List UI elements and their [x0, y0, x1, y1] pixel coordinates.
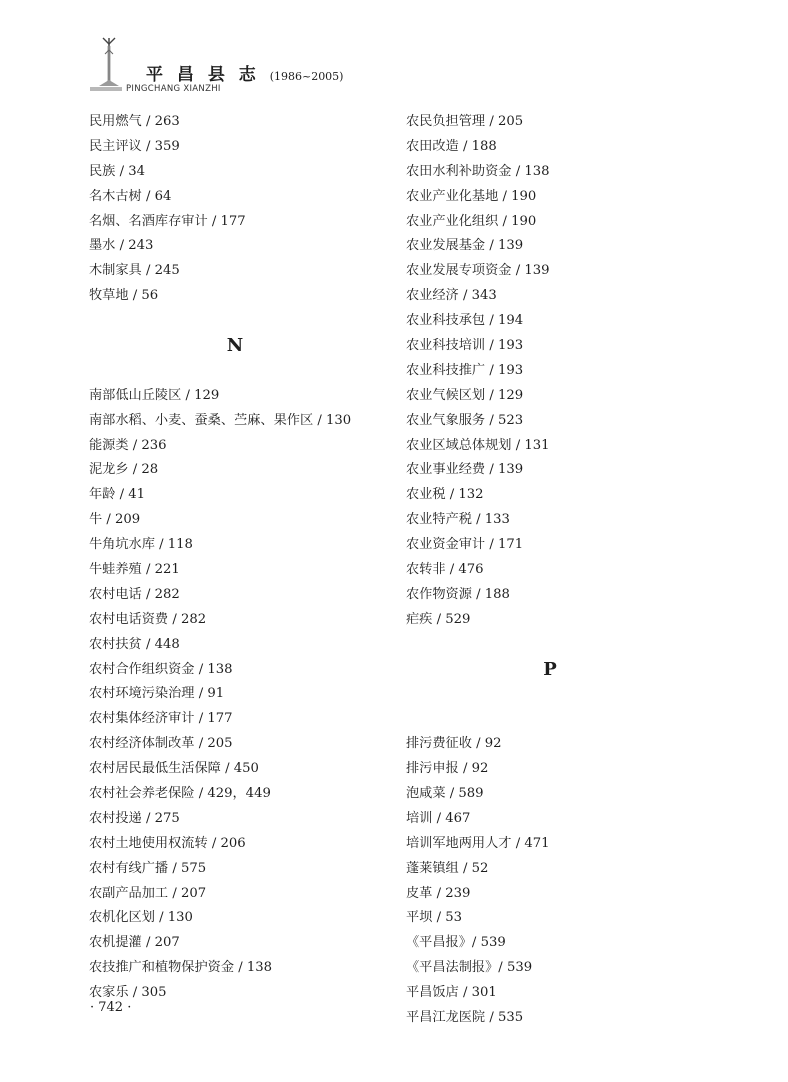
index-entry: 排污申报 / 92 [406, 761, 489, 777]
index-entry: 民族 / 34 [89, 163, 145, 179]
index-entry: 泡咸菜 / 589 [406, 785, 484, 801]
index-entry: 农业区域总体规划 / 131 [406, 437, 550, 453]
running-header [86, 36, 386, 96]
index-entry: 疟疾 / 529 [406, 611, 471, 627]
page-number: · 742 · [90, 1000, 132, 1015]
index-entry: 皮革 / 239 [406, 885, 471, 901]
index-entry: 农机化区划 / 130 [89, 910, 193, 926]
index-entry: 农作物资源 / 188 [406, 586, 510, 602]
index-entry: 农副产品加工 / 207 [89, 885, 207, 901]
index-entry: 南部水稻、小麦、蚕桑、苎麻、果作区 / 130 [89, 412, 352, 428]
index-entry: 农村有线广播 / 575 [89, 860, 207, 876]
index-entry: 平坝 / 53 [406, 910, 462, 926]
index-entry: 木制家具 / 245 [89, 263, 180, 279]
index-entry: 农村投递 / 275 [89, 810, 180, 826]
index-entry: 牛角坑水库 / 118 [89, 537, 193, 553]
index-entry: 农业税 / 132 [406, 487, 484, 503]
index-entry: 农村居民最低生活保障 / 450 [89, 761, 259, 777]
index-entry: 民用燃气 / 263 [89, 114, 180, 129]
index-entry: 牧草地 / 56 [89, 288, 159, 304]
index-entry: 年龄 / 41 [89, 487, 145, 503]
index-entry: 农村合作组织资金 / 138 [89, 661, 233, 677]
index-entry: 农业产业化组织 / 190 [406, 213, 537, 229]
index-entry: 农民负担管理 / 205 [406, 114, 524, 129]
index-entry: 农机提灌 / 207 [89, 935, 180, 951]
index-entry: 名烟、名酒库存审计 / 177 [89, 213, 246, 229]
index-entry: 《平昌报》/ 539 [406, 935, 506, 951]
index-entry: 农业事业经费 / 139 [406, 462, 524, 478]
book-years: (1986~2005) [269, 70, 344, 83]
index-entry: 名木古树 / 64 [89, 188, 172, 204]
index-entry: 农村经济体制改革 / 205 [89, 736, 233, 752]
index-column-left [89, 110, 381, 1006]
index-entry: 农业气候区划 / 129 [406, 387, 524, 403]
index-entry: 培训军地两用人才 / 471 [406, 835, 550, 851]
tower-logo-icon [94, 36, 124, 92]
index-entry: 培训 / 467 [406, 810, 471, 826]
index-entry: 农业发展基金 / 139 [406, 238, 524, 254]
index-entry: 平昌江龙医院 / 535 [406, 1009, 524, 1025]
index-entry: 农家乐 / 305 [89, 985, 167, 1001]
book-title-en: PINGCHANG XIANZHI [126, 84, 221, 94]
index-entry: 蓬莱镇组 / 52 [406, 860, 489, 876]
index-entry: 《平昌法制报》/ 539 [406, 960, 533, 976]
header-rule [90, 87, 122, 91]
index-entry: 排污费征收 / 92 [406, 736, 502, 752]
book-title [146, 60, 343, 85]
index-entry: 农业科技推广 / 193 [406, 362, 524, 378]
index-entry: 农业科技承包 / 194 [406, 313, 524, 329]
index-entry: 能源类 / 236 [89, 437, 167, 453]
index-entry: 农业科技培训 / 193 [406, 338, 524, 354]
index-entry: 农村电话资费 / 282 [89, 611, 207, 627]
index-entry: 农村社会养老保险 / 429，449 [89, 785, 271, 801]
book-title-cn: 平 昌 县 志 [146, 65, 260, 85]
index-entry: 农业特产税 / 133 [406, 512, 510, 528]
index-entry: 南部低山丘陵区 / 129 [89, 387, 220, 403]
section-heading-p: P [543, 658, 557, 680]
index-entry: 墨水 / 243 [89, 238, 154, 254]
index-entry: 农业气象服务 / 523 [406, 412, 524, 428]
section-heading-n: N [226, 335, 244, 357]
index-entry: 泥龙乡 / 28 [89, 462, 159, 478]
index-entry: 农田改造 / 188 [406, 138, 497, 154]
index-column-right [406, 110, 694, 1031]
index-entry: 牛蛙养殖 / 221 [89, 561, 180, 577]
index-entry: 农转非 / 476 [406, 562, 484, 578]
index-entry: 平昌饭店 / 301 [406, 985, 497, 1001]
index-entry: 农村扶贫 / 448 [89, 636, 180, 652]
index-entry: 农业经济 / 343 [406, 288, 497, 304]
index-entry: 民主评议 / 359 [89, 138, 180, 154]
index-entry: 农业发展专项资金 / 139 [406, 263, 550, 279]
index-entry: 农技推广和植物保护资金 / 138 [89, 960, 273, 976]
index-entry: 农村环境污染治理 / 91 [89, 686, 225, 702]
index-entry: 农业产业化基地 / 190 [406, 188, 537, 204]
section-spacer [406, 707, 694, 732]
index-entry: 农村电话 / 282 [89, 586, 180, 602]
index-entry: 农田水利补助资金 / 138 [406, 163, 550, 179]
index-entry: 农业资金审计 / 171 [406, 537, 524, 553]
index-entry: 农村土地使用权流转 / 206 [89, 835, 246, 851]
index-entry: 农村集体经济审计 / 177 [89, 711, 233, 727]
index-entry: 牛 / 209 [89, 512, 141, 528]
